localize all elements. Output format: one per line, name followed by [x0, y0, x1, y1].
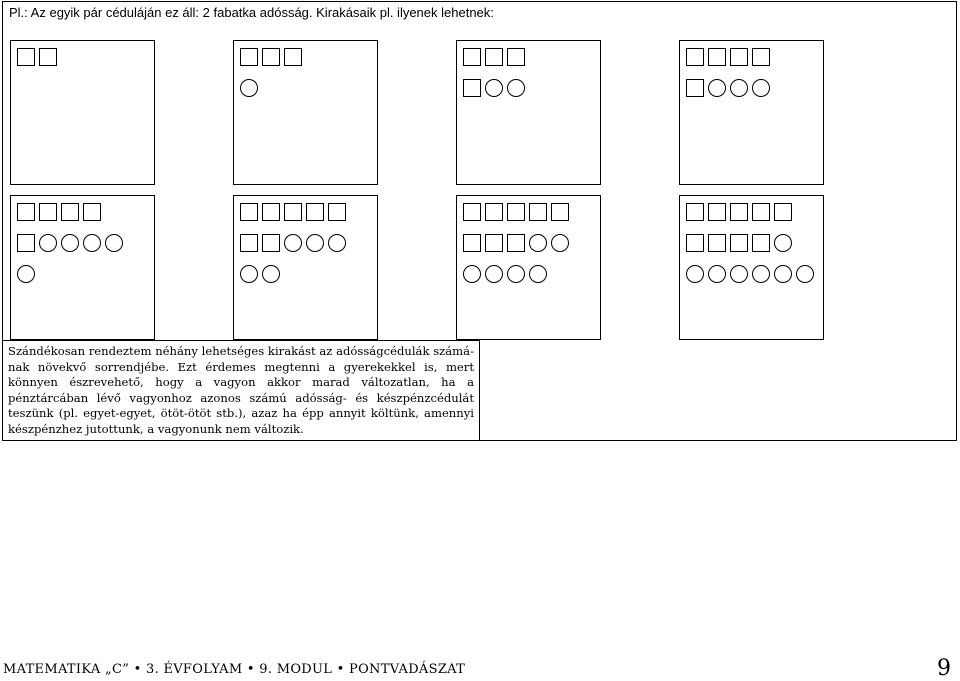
cash-circle-icon: [83, 234, 101, 252]
cash-circle-icon: [262, 265, 280, 283]
cash-circle-icon: [708, 79, 726, 97]
token-card: [679, 40, 824, 185]
debt-square-icon: [240, 203, 258, 221]
debt-square-icon: [507, 203, 525, 221]
cash-circle-icon: [240, 265, 258, 283]
cash-circle-icon: [708, 265, 726, 283]
debt-square-icon: [463, 79, 481, 97]
debt-square-icon: [730, 48, 748, 66]
cash-circle-icon: [306, 234, 324, 252]
debt-square-icon: [730, 234, 748, 252]
paragraph-line: Szándékosan rendeztem néhány lehetséges kirakást az adósságcédulák számá-: [8, 344, 474, 358]
debt-square-icon: [708, 48, 726, 66]
debt-square-icon: [240, 234, 258, 252]
cash-circle-icon: [774, 265, 792, 283]
token-card: [10, 195, 155, 340]
debt-square-icon: [17, 234, 35, 252]
debt-square-icon: [17, 203, 35, 221]
cash-circle-icon: [507, 79, 525, 97]
debt-square-icon: [240, 48, 258, 66]
debt-square-icon: [61, 203, 79, 221]
debt-square-icon: [507, 234, 525, 252]
token-card: [233, 195, 378, 340]
debt-square-icon: [463, 48, 481, 66]
cash-circle-icon: [551, 234, 569, 252]
cash-circle-icon: [240, 79, 258, 97]
cash-circle-icon: [774, 234, 792, 252]
cash-circle-icon: [39, 234, 57, 252]
debt-square-icon: [485, 48, 503, 66]
cash-circle-icon: [61, 234, 79, 252]
token-card: [10, 40, 155, 185]
debt-square-icon: [485, 203, 503, 221]
debt-square-icon: [284, 203, 302, 221]
cash-circle-icon: [686, 265, 704, 283]
debt-square-icon: [730, 203, 748, 221]
debt-square-icon: [262, 48, 280, 66]
debt-square-icon: [752, 48, 770, 66]
debt-square-icon: [752, 234, 770, 252]
cash-circle-icon: [105, 234, 123, 252]
page-number: 9: [937, 656, 951, 681]
paragraph-line: ötöt-ötöt stb.), azaz ha épp annyit költünk, amennyi készpénzhez jutottunk, a: [8, 406, 474, 436]
paragraph-line: vagyonunk nem változik.: [157, 421, 304, 436]
debt-square-icon: [752, 203, 770, 221]
token-card: [456, 195, 601, 340]
token-card: [456, 40, 601, 185]
debt-square-icon: [463, 203, 481, 221]
debt-square-icon: [774, 203, 792, 221]
debt-square-icon: [306, 203, 324, 221]
debt-square-icon: [708, 234, 726, 252]
cash-circle-icon: [485, 79, 503, 97]
debt-square-icon: [686, 79, 704, 97]
cash-circle-icon: [529, 234, 547, 252]
debt-square-icon: [686, 203, 704, 221]
debt-square-icon: [328, 203, 346, 221]
explanation-paragraph: [8, 344, 474, 437]
cash-circle-icon: [328, 234, 346, 252]
intro-text: Pl.: Az egyik pár céduláján ez áll: 2 fabatka adósság. Kirakásaik pl. ilyenek lehetnek:: [9, 5, 494, 20]
debt-square-icon: [17, 48, 35, 66]
token-card: [233, 40, 378, 185]
debt-square-icon: [686, 48, 704, 66]
paragraph-line: észrevehető, hogy a vagyon akkor marad változatlan, ha a pénztárcában lévő: [8, 375, 474, 405]
footer-text: MATEMATIKA „C” • 3. ÉVFOLYAM • 9. MODUL • PONTVADÁSZAT: [3, 662, 466, 677]
debt-square-icon: [529, 203, 547, 221]
paragraph-line: nak növekvő sorrendjébe. Ezt érdemes megtenni a gyerekekkel is, mert könnyen: [8, 359, 474, 389]
debt-square-icon: [83, 203, 101, 221]
cash-circle-icon: [284, 234, 302, 252]
cash-circle-icon: [463, 265, 481, 283]
cash-circle-icon: [485, 265, 503, 283]
cash-circle-icon: [17, 265, 35, 283]
debt-square-icon: [39, 203, 57, 221]
cash-circle-icon: [796, 265, 814, 283]
debt-square-icon: [262, 203, 280, 221]
debt-square-icon: [39, 48, 57, 66]
paragraph-line: vagyonhoz azonos számú adósság- és készpénzcédulát teszünk (pl. egyet-egyet,: [8, 390, 474, 420]
debt-square-icon: [708, 203, 726, 221]
token-card: [679, 195, 824, 340]
debt-square-icon: [284, 48, 302, 66]
cash-circle-icon: [529, 265, 547, 283]
debt-square-icon: [485, 234, 503, 252]
debt-square-icon: [551, 203, 569, 221]
debt-square-icon: [463, 234, 481, 252]
debt-square-icon: [686, 234, 704, 252]
cash-circle-icon: [730, 265, 748, 283]
cash-circle-icon: [752, 79, 770, 97]
cash-circle-icon: [507, 265, 525, 283]
debt-square-icon: [507, 48, 525, 66]
debt-square-icon: [262, 234, 280, 252]
cash-circle-icon: [730, 79, 748, 97]
cash-circle-icon: [752, 265, 770, 283]
